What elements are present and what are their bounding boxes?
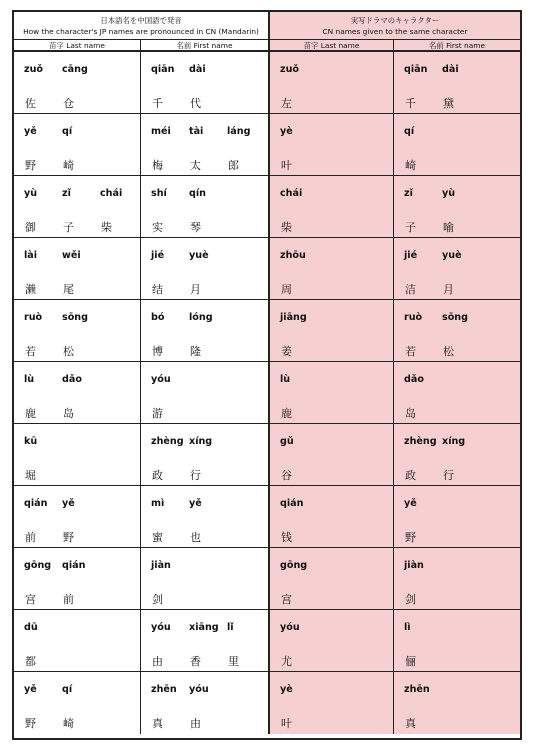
jp-last-name-cell	[14, 424, 141, 485]
pinyin-syllable: lù	[280, 374, 291, 385]
jp-last-name-cell	[14, 300, 141, 361]
cn-header-title: 実写ドラマのキャラクター	[350, 16, 440, 25]
pinyin-syllable: yè	[280, 126, 293, 137]
table-row	[14, 114, 520, 176]
pinyin-syllable: qiān	[404, 64, 428, 75]
hanzi-character: 野	[25, 717, 36, 730]
table-row	[14, 300, 520, 362]
hanzi-character: 俪	[405, 655, 416, 668]
name-comparison-sheet	[12, 10, 522, 740]
pinyin-syllable: yě	[189, 498, 202, 509]
pinyin-syllable: yù	[24, 188, 38, 199]
jp-last-name-cell	[14, 238, 141, 299]
jp-first-name-cell	[141, 300, 268, 361]
hanzi-character: 月	[443, 283, 454, 296]
hanzi-character: 千	[152, 97, 163, 110]
hanzi-character: 若	[25, 345, 36, 358]
hanzi-character: 野	[405, 531, 416, 544]
cn-last-name-cell	[268, 176, 394, 237]
jp-last-name-cell	[14, 114, 141, 175]
hanzi-character: 野	[25, 159, 36, 172]
hanzi-character: 周	[281, 283, 292, 296]
jp-first-name-cell	[141, 238, 268, 299]
pinyin-syllable: qián	[280, 498, 304, 509]
pinyin-syllable: kū	[24, 436, 38, 447]
pinyin-syllable: tài	[189, 126, 204, 137]
hanzi-character: 结	[152, 283, 163, 296]
hanzi-character: 野	[63, 531, 74, 544]
hanzi-character: 黛	[443, 97, 454, 110]
cn-first-name-cell	[394, 238, 520, 299]
column-header-jp-first-name: 名前 First name	[141, 40, 268, 52]
hanzi-character: 喻	[443, 221, 454, 234]
pinyin-syllable: gōng	[280, 560, 308, 571]
hanzi-character: 月	[190, 283, 201, 296]
pinyin-syllable: yě	[24, 684, 37, 695]
cn-first-name-cell	[394, 486, 520, 547]
pinyin-syllable: ruò	[404, 312, 423, 323]
cn-first-name-cell	[394, 362, 520, 423]
hanzi-character: 若	[405, 345, 416, 358]
pinyin-syllable: zǐ	[404, 188, 413, 199]
pinyin-syllable: yè	[280, 684, 293, 695]
table-row	[14, 176, 520, 238]
table-row	[14, 362, 520, 424]
column-header-cn-last-name: 苗字 Last name	[268, 40, 394, 52]
pinyin-syllable: qián	[62, 560, 86, 571]
jp-last-name-cell	[14, 548, 141, 609]
cn-first-name-cell	[394, 672, 520, 734]
hanzi-character: 政	[152, 469, 163, 482]
pinyin-syllable: qí	[62, 126, 73, 137]
pinyin-syllable: yě	[62, 498, 75, 509]
jp-first-name-cell	[141, 672, 268, 734]
cn-last-name-cell	[268, 548, 394, 609]
pinyin-syllable: gǔ	[280, 436, 294, 447]
pinyin-syllable: sōng	[442, 312, 468, 323]
cn-header-subtitle: CN names given to the same character	[322, 27, 468, 36]
hanzi-character: 崎	[63, 717, 74, 730]
hanzi-character: 剑	[405, 593, 416, 606]
hanzi-character: 子	[63, 221, 74, 234]
hanzi-character: 松	[443, 345, 454, 358]
hanzi-character: 琴	[190, 221, 201, 234]
cn-last-name-cell	[268, 300, 394, 361]
hanzi-character: 都	[25, 655, 36, 668]
hanzi-character: 尾	[63, 283, 74, 296]
jp-last-name-cell	[14, 486, 141, 547]
hanzi-character: 里	[228, 655, 239, 668]
pinyin-syllable: méi	[151, 126, 171, 137]
hanzi-character: 堀	[25, 469, 36, 482]
pinyin-syllable: chái	[280, 188, 303, 199]
pinyin-syllable: bó	[151, 312, 165, 323]
jp-first-name-cell	[141, 548, 268, 609]
cn-last-name-cell	[268, 486, 394, 547]
jp-last-name-cell	[14, 610, 141, 671]
hanzi-character: 岛	[63, 407, 74, 420]
cn-last-name-cell	[268, 610, 394, 671]
pinyin-syllable: yě	[24, 126, 37, 137]
pinyin-syllable: wěi	[62, 250, 81, 261]
cn-last-name-cell	[268, 362, 394, 423]
pinyin-syllable: lù	[24, 374, 35, 385]
hanzi-character: 郎	[228, 159, 239, 172]
pinyin-syllable: shí	[151, 188, 167, 199]
jp-first-name-cell	[141, 424, 268, 485]
hanzi-character: 由	[190, 717, 201, 730]
hanzi-character: 真	[405, 717, 416, 730]
jp-last-name-cell	[14, 672, 141, 734]
pinyin-syllable: xíng	[189, 436, 213, 447]
pinyin-syllable: zuǒ	[280, 64, 300, 75]
hanzi-character: 由	[152, 655, 163, 668]
cn-first-name-cell	[394, 610, 520, 671]
pinyin-syllable: lài	[24, 250, 38, 261]
pinyin-syllable: yuè	[442, 250, 462, 261]
cn-last-name-cell	[268, 424, 394, 485]
hanzi-character: 梅	[152, 159, 163, 172]
hanzi-character: 洁	[405, 283, 416, 296]
hanzi-character: 崎	[63, 159, 74, 172]
pinyin-syllable: dài	[189, 64, 206, 75]
hanzi-character: 游	[152, 407, 163, 420]
hanzi-character: 柴	[101, 221, 112, 234]
jp-first-name-cell	[141, 52, 268, 113]
column-header-cn-first-name: 名前 First name	[394, 40, 520, 52]
table-row	[14, 52, 520, 114]
jp-last-name-cell	[14, 176, 141, 237]
hanzi-character: 也	[190, 531, 201, 544]
pinyin-syllable: dū	[24, 622, 38, 633]
pinyin-syllable: dǎo	[62, 374, 82, 385]
hanzi-character: 岛	[405, 407, 416, 420]
table-row	[14, 424, 520, 486]
cn-first-name-cell	[394, 52, 520, 113]
jp-last-name-cell	[14, 362, 141, 423]
pinyin-syllable: zhèng	[151, 436, 184, 447]
cn-last-name-cell	[268, 114, 394, 175]
pinyin-syllable: jiàn	[404, 560, 424, 571]
hanzi-character: 千	[405, 97, 416, 110]
pinyin-syllable: yuè	[189, 250, 209, 261]
hanzi-character: 叶	[281, 159, 292, 172]
hanzi-character: 崎	[405, 159, 416, 172]
hanzi-character: 濑	[25, 283, 36, 296]
jp-first-name-cell	[141, 114, 268, 175]
pinyin-syllable: dǎo	[404, 374, 424, 385]
cn-first-name-cell	[394, 300, 520, 361]
pinyin-syllable: yóu	[151, 622, 171, 633]
pinyin-syllable: chái	[100, 188, 123, 199]
hanzi-character: 真	[152, 717, 163, 730]
hanzi-character: 子	[405, 221, 416, 234]
cn-last-name-cell	[268, 672, 394, 734]
pinyin-syllable: xíng	[442, 436, 466, 447]
hanzi-character: 宫	[25, 593, 36, 606]
cn-first-name-cell	[394, 548, 520, 609]
pinyin-syllable: qián	[24, 498, 48, 509]
pinyin-syllable: sōng	[62, 312, 88, 323]
cn-first-name-cell	[394, 424, 520, 485]
pinyin-syllable: yóu	[151, 374, 171, 385]
hanzi-character: 叶	[281, 717, 292, 730]
pinyin-syllable: zhèng	[404, 436, 437, 447]
pinyin-syllable: qí	[404, 126, 415, 137]
hanzi-character: 佐	[25, 97, 36, 110]
hanzi-character: 前	[25, 531, 36, 544]
pinyin-syllable: lǐ	[227, 622, 234, 633]
table-row	[14, 610, 520, 672]
table-row	[14, 486, 520, 548]
pinyin-syllable: qí	[62, 684, 73, 695]
hanzi-character: 行	[443, 469, 454, 482]
jp-first-name-cell	[141, 610, 268, 671]
pinyin-syllable: lì	[404, 622, 411, 633]
pinyin-syllable: xiāng	[189, 622, 219, 633]
jp-first-name-cell	[141, 362, 268, 423]
jp-header-title: 日本語名を中国語で発音	[100, 16, 182, 25]
hanzi-character: 鹿	[25, 407, 36, 420]
cn-last-name-cell	[268, 238, 394, 299]
cn-first-name-cell	[394, 114, 520, 175]
hanzi-character: 代	[190, 97, 201, 110]
cn-names-header	[268, 12, 520, 40]
pinyin-syllable: lóng	[189, 312, 213, 323]
hanzi-character: 松	[63, 345, 74, 358]
hanzi-character: 行	[190, 469, 201, 482]
column-header-jp-last-name: 苗字 Last name	[14, 40, 141, 52]
pinyin-syllable: zhōu	[280, 250, 306, 261]
pinyin-syllable: qín	[189, 188, 206, 199]
jp-pronunciation-header	[14, 12, 268, 40]
jp-header-subtitle: How the character's JP names are pronounced in CN (Mandarin)	[23, 27, 259, 36]
hanzi-character: 谷	[281, 469, 292, 482]
pinyin-syllable: jiàn	[151, 560, 171, 571]
cn-first-name-cell	[394, 176, 520, 237]
hanzi-character: 政	[405, 469, 416, 482]
table-row	[14, 672, 520, 734]
pinyin-syllable: yóu	[280, 622, 300, 633]
pinyin-syllable: mì	[151, 498, 165, 509]
hanzi-character: 左	[281, 97, 292, 110]
pinyin-syllable: dài	[442, 64, 459, 75]
pinyin-syllable: zhēn	[151, 684, 177, 695]
jp-last-name-cell	[14, 52, 141, 113]
pinyin-syllable: yù	[442, 188, 456, 199]
hanzi-character: 钱	[281, 531, 292, 544]
hanzi-character: 博	[152, 345, 163, 358]
pinyin-syllable: zǐ	[62, 188, 71, 199]
pinyin-syllable: yóu	[189, 684, 209, 695]
pinyin-syllable: ruò	[24, 312, 43, 323]
pinyin-syllable: zuǒ	[24, 64, 44, 75]
hanzi-character: 仓	[63, 97, 74, 110]
pinyin-syllable: qiān	[151, 64, 175, 75]
pinyin-syllable: jiāng	[280, 312, 307, 323]
jp-first-name-cell	[141, 486, 268, 547]
hanzi-character: 御	[25, 221, 36, 234]
hanzi-character: 香	[190, 655, 201, 668]
hanzi-character: 柴	[281, 221, 292, 234]
table-row	[14, 548, 520, 610]
hanzi-character: 鹿	[281, 407, 292, 420]
jp-first-name-cell	[141, 176, 268, 237]
hanzi-character: 前	[63, 593, 74, 606]
pinyin-syllable: jié	[404, 250, 418, 261]
hanzi-character: 太	[190, 159, 201, 172]
pinyin-syllable: zhēn	[404, 684, 430, 695]
pinyin-syllable: jié	[151, 250, 165, 261]
hanzi-character: 实	[152, 221, 163, 234]
hanzi-character: 宫	[281, 593, 292, 606]
pinyin-syllable: yě	[404, 498, 417, 509]
hanzi-character: 剑	[152, 593, 163, 606]
pinyin-syllable: láng	[227, 126, 251, 137]
pinyin-syllable: gōng	[24, 560, 52, 571]
hanzi-character: 蜜	[152, 531, 163, 544]
hanzi-character: 尤	[281, 655, 292, 668]
cn-last-name-cell	[268, 52, 394, 113]
hanzi-character: 隆	[190, 345, 201, 358]
table-row	[14, 238, 520, 300]
hanzi-character: 姜	[281, 345, 292, 358]
pinyin-syllable: cāng	[62, 64, 88, 75]
